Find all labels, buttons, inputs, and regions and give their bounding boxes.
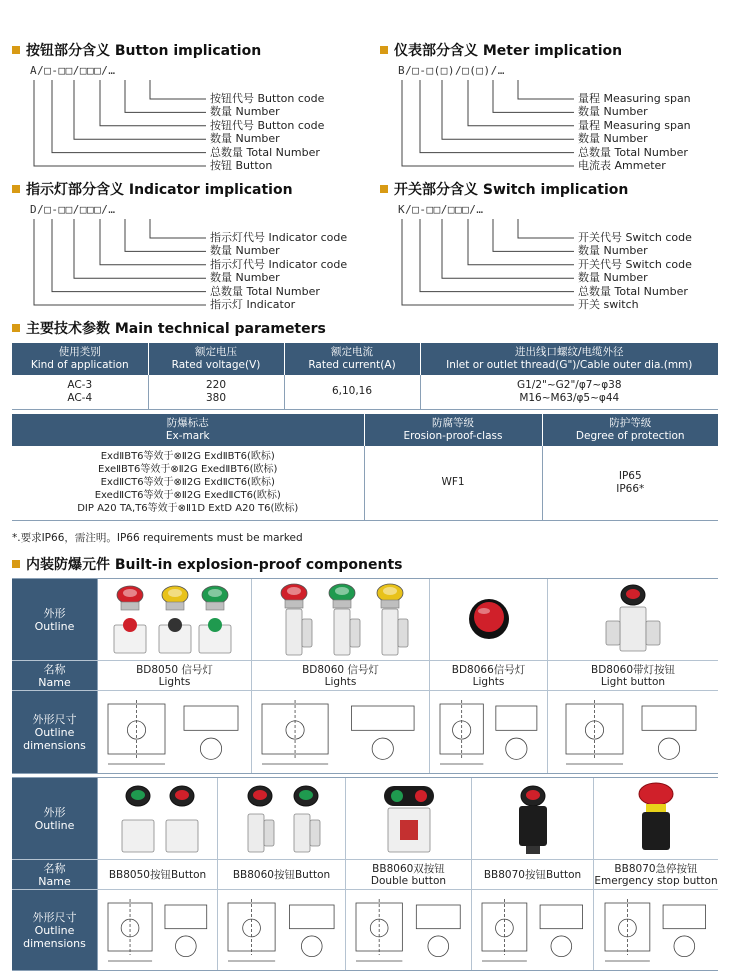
leader-line: [150, 219, 206, 238]
lamp-highlight: [123, 589, 137, 597]
code-label: 指示灯 Indicator: [210, 298, 296, 311]
code-label: 数量 Number: [210, 132, 280, 146]
outline-bb8070: [472, 778, 594, 859]
cell-ex-marks: ExdⅡBT6等效于⊗Ⅱ2G ExdⅡBT6(欧标) ExeⅡBT6等效于⊗Ⅱ2G ExedⅡBT6(欧标) ExdⅡCT6等效于⊗Ⅱ2G ExdⅡCT6(欧标) ExedⅡCT6等效于⊗Ⅱ2G ExedⅡCT6(欧标) DIP A20 TA,T6等效于⊗Ⅱ1D ExtD A20 T6(欧标): [12, 446, 364, 520]
switch-body: [606, 621, 620, 645]
button-cap-icon: [123, 618, 137, 632]
dim-circle: [674, 936, 695, 957]
lamp-body: [121, 602, 139, 610]
leader-line: [468, 80, 574, 126]
code-label: 总数量 Total Number: [210, 145, 320, 159]
ip66-note: *.要求IP66，需注明。IP66 requirements must be marked: [12, 532, 303, 544]
leader-line: [52, 80, 206, 153]
contact-block: [400, 820, 418, 840]
dim-outline-side: [184, 706, 238, 730]
code-pattern: K/□-□□/□□□/…: [398, 203, 484, 216]
switch-body: [310, 820, 320, 846]
leader-line: [493, 219, 574, 251]
code-pattern: B/□-□(□)/□(□)/…: [398, 64, 505, 77]
dims-drawing: [548, 691, 718, 773]
bullet-icon: [12, 185, 20, 193]
switch-body: [248, 814, 264, 852]
row-head-name: 名称 Name: [12, 860, 98, 889]
leader-line: [100, 219, 206, 265]
code-label: 按钮 Button: [210, 159, 273, 172]
dim-circle: [200, 738, 221, 759]
leader-line: [34, 80, 206, 166]
row-head-outline: 外形 Outline: [12, 579, 98, 660]
code-leader-lines: [30, 203, 210, 315]
button-cap-icon: [208, 618, 222, 632]
switch-body: [334, 609, 350, 655]
name-cell: BD8060带灯按钮 Light button: [590, 663, 675, 688]
dim-outline-side: [642, 706, 696, 730]
leader-line: [420, 80, 574, 153]
col-erosion: 防腐等级 Erosion-proof-class: [364, 414, 542, 446]
leader-line: [468, 219, 574, 265]
switch-body: [122, 820, 154, 852]
code-label: 量程 Measuring span: [578, 118, 691, 132]
code-label: 数量 Number: [210, 244, 280, 258]
leader-line: [52, 219, 206, 292]
col-kind: 使用类别 Kind of application: [12, 343, 148, 375]
leader-line: [74, 80, 206, 139]
leader-line: [442, 80, 574, 139]
section-title-params: 主要技术参数 Main technical parameters: [12, 318, 326, 338]
cell-current: 6,10,16: [284, 375, 420, 409]
code-label: 数量 Number: [578, 271, 648, 285]
indicator-code-diagram: [30, 203, 360, 323]
name-cell: BD8060 信号灯 Lights: [252, 661, 430, 690]
dims-drawing: [98, 691, 252, 773]
switch-code-diagram: [398, 203, 728, 323]
code-label: 数量 Number: [210, 271, 280, 285]
switch-body: [620, 607, 646, 651]
leader-line: [442, 219, 574, 278]
name-cell: BB8070按钮Button: [472, 860, 594, 889]
section-title-components: 内装防爆元件 Built-in explosion-proof components: [12, 554, 402, 574]
switch-body: [294, 814, 310, 852]
code-label: 指示灯代号 Indicator code: [210, 257, 348, 271]
row-head-dims: 外形尺寸 Outline dimensions: [12, 691, 98, 773]
outline-bb8070-emergency: [594, 778, 718, 859]
leader-line: [402, 219, 574, 305]
button-cap-icon: [415, 790, 427, 802]
cell-kind: AC-3 AC-4: [12, 375, 148, 409]
dim-circle: [427, 936, 448, 957]
lamp-body: [381, 600, 399, 608]
dim-outline-side: [164, 905, 206, 929]
code-label: 开关代号 Switch code: [578, 231, 692, 244]
code-label: 开关 switch: [578, 298, 639, 311]
name-cell: BB8060双按钮 Double button: [346, 860, 472, 889]
leader-line: [74, 219, 206, 278]
leader-line: [125, 219, 206, 251]
name-cell: BB8070急停按钮 Emergency stop button: [594, 862, 718, 887]
outline-bb8060: [218, 778, 346, 859]
cell-erosion: WF1: [364, 446, 542, 520]
lamp-highlight: [335, 587, 349, 595]
params-table: [12, 343, 718, 410]
button-cap-icon: [299, 790, 313, 800]
button-cap-icon: [626, 589, 640, 599]
switch-body: [646, 621, 660, 645]
bullet-icon: [12, 46, 20, 54]
lamp-body: [166, 602, 184, 610]
col-protection: 防护等级 Degree of protection: [542, 414, 718, 446]
dims-drawing: [346, 890, 472, 970]
code-label: 数量 Number: [578, 244, 648, 258]
code-label: 按钮代号 Button code: [210, 118, 325, 132]
col-current: 额定电流 Rated current(A): [284, 343, 420, 375]
switch-body: [350, 619, 360, 647]
dim-circle: [372, 738, 393, 759]
col-ex-mark: 防爆标志 Ex-mark: [12, 414, 364, 446]
dims-drawing: [218, 890, 346, 970]
section-title-indicator: 指示灯部分含义 Indicator implication: [12, 179, 293, 199]
lamp-highlight: [383, 587, 397, 595]
switch-body: [264, 820, 274, 846]
cell-protection: IP65 IP66*: [542, 446, 718, 520]
outline-bd8050: [98, 579, 252, 660]
lamp-highlight: [208, 589, 222, 597]
name-row: [12, 860, 718, 890]
bullet-icon: [12, 324, 20, 332]
name-cell: BB8060按钮Button: [218, 860, 346, 889]
outline-row: [12, 579, 718, 661]
dims-drawing: [430, 691, 548, 773]
switch-body: [398, 619, 408, 647]
components-grid-1: [12, 578, 718, 774]
leader-line: [518, 219, 574, 238]
name-cell: BB8050按钮Button: [98, 860, 218, 889]
cell-thread: G1/2"~G2"/φ7~φ38 M16~M63/φ5~φ44: [420, 375, 718, 409]
leader-line: [125, 80, 206, 112]
outline-row: [12, 778, 718, 860]
code-leader-lines: [30, 64, 210, 176]
dim-outline-side: [540, 905, 582, 929]
leader-line: [420, 219, 574, 292]
name-row: [12, 661, 718, 691]
leader-line: [34, 219, 206, 305]
meter-code-diagram: [398, 64, 728, 184]
switch-body: [166, 820, 198, 852]
outline-bd8060-light-button: [548, 579, 718, 660]
code-label: 指示灯代号 Indicator code: [210, 231, 348, 244]
dims-drawing: [252, 691, 430, 773]
switch-body: [286, 609, 302, 655]
lamp-body: [206, 602, 224, 610]
button-code-diagram: [30, 64, 360, 184]
dim-circle: [550, 936, 571, 957]
emergency-mushroom-icon: [639, 783, 673, 805]
button-cap-icon: [175, 790, 189, 800]
switch-body: [382, 609, 398, 655]
bullet-icon: [380, 46, 388, 54]
button-cap-icon: [526, 790, 540, 800]
name-cell: BD8066信号灯 Lights: [430, 661, 548, 690]
name-cell: BD8050 信号灯 Lights: [98, 661, 252, 690]
code-label: 数量 Number: [578, 105, 648, 119]
lamp-lens-icon: [474, 602, 504, 632]
leader-line: [150, 80, 206, 99]
section-title-button: 按钮部分含义 Button implication: [12, 40, 261, 60]
switch-body: [302, 619, 312, 647]
code-label: 数量 Number: [578, 132, 648, 146]
bullet-icon: [380, 185, 388, 193]
button-cap-icon: [391, 790, 403, 802]
lamp-body: [285, 600, 303, 608]
code-label: 开关代号 Switch code: [578, 257, 692, 271]
switch-terminal: [526, 846, 540, 854]
row-head-dims: 外形尺寸 Outline dimensions: [12, 890, 98, 970]
outline-bb8050: [98, 778, 218, 859]
switch-body: [519, 806, 547, 846]
code-label: 按钮代号 Button code: [210, 92, 325, 105]
cell-voltage: 220 380: [148, 375, 284, 409]
outline-bb8060-double: [346, 778, 472, 859]
code-leader-lines: [398, 64, 578, 176]
button-cap-icon: [168, 618, 182, 632]
row-head-outline: 外形 Outline: [12, 778, 98, 859]
leader-line: [518, 80, 574, 99]
dim-circle: [301, 936, 322, 957]
code-label: 电流表 Ammeter: [578, 159, 666, 172]
leader-line: [402, 80, 574, 166]
lamp-highlight: [478, 608, 490, 614]
lamp-highlight: [168, 589, 182, 597]
dim-outline-side: [351, 706, 414, 730]
row-head-name: 名称 Name: [12, 661, 98, 690]
ex-table: [12, 414, 718, 521]
dim-outline-side: [663, 905, 705, 929]
code-label: 总数量 Total Number: [578, 284, 688, 298]
yellow-ring: [646, 804, 666, 812]
code-leader-lines: [398, 203, 578, 315]
col-thread: 进出线口螺纹/电缆外径 Inlet or outlet thread(G")/Cable outer dia.(mm): [420, 343, 718, 375]
dim-outline-side: [289, 905, 334, 929]
button-cap-icon: [131, 790, 145, 800]
dims-row: [12, 890, 718, 970]
outline-bd8060: [252, 579, 430, 660]
outline-bd8066: [430, 579, 548, 660]
code-label: 总数量 Total Number: [578, 145, 688, 159]
dim-circle: [175, 936, 196, 957]
code-pattern: D/□-□□/□□□/…: [30, 203, 116, 216]
code-label: 量程 Measuring span: [578, 92, 691, 105]
dims-drawing: [594, 890, 718, 970]
bullet-icon: [12, 560, 20, 568]
code-pattern: A/□-□□/□□□/…: [30, 64, 116, 77]
leader-line: [100, 80, 206, 126]
components-grid-2: [12, 777, 718, 971]
section-title-switch: 开关部分含义 Switch implication: [380, 179, 628, 199]
leader-line: [493, 80, 574, 112]
code-label: 数量 Number: [210, 105, 280, 119]
dim-circle: [658, 738, 679, 759]
dim-outline-side: [495, 706, 536, 730]
button-cap-icon: [253, 790, 267, 800]
lamp-body: [333, 600, 351, 608]
dims-row: [12, 691, 718, 773]
code-label: 总数量 Total Number: [210, 284, 320, 298]
dims-drawing: [472, 890, 594, 970]
col-voltage: 额定电压 Rated voltage(V): [148, 343, 284, 375]
dim-circle: [505, 738, 526, 759]
section-title-meter: 仪表部分含义 Meter implication: [380, 40, 622, 60]
lamp-highlight: [287, 587, 301, 595]
dims-drawing: [98, 890, 218, 970]
switch-body: [642, 812, 670, 850]
dim-outline-side: [416, 905, 460, 929]
